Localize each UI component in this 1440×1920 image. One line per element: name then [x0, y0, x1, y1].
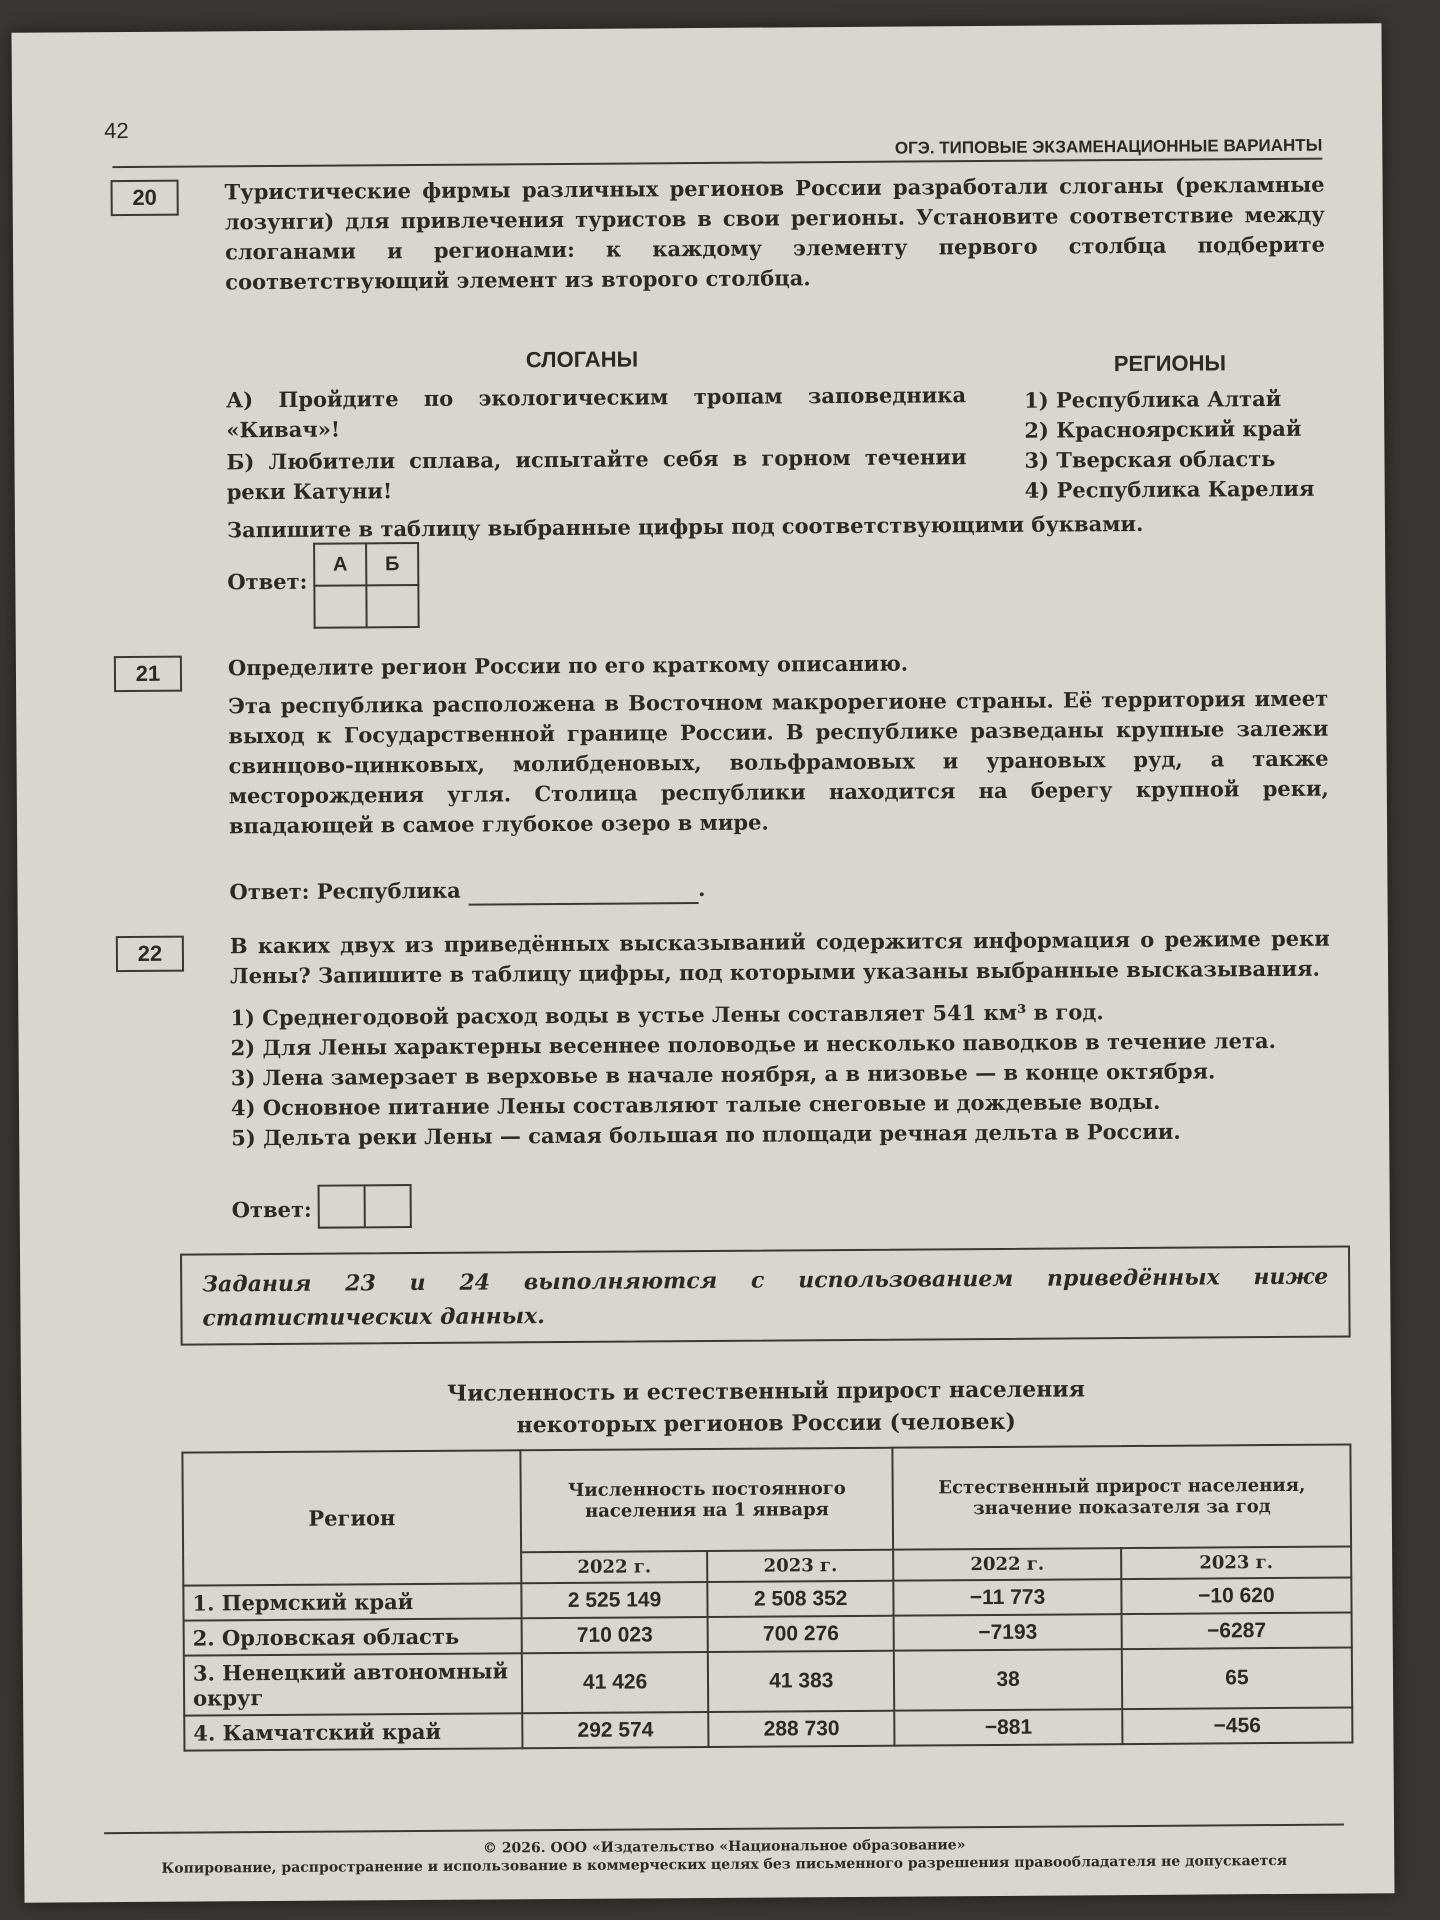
statistics-table [181, 1443, 1353, 1751]
task20-instruction: Запишите в таблицу выбранные цифры под соответствующими буквами. [226, 510, 1144, 543]
region-item: 4) Республика Карелия [1024, 475, 1315, 503]
statement-item: 3) Лена замерзает в верховье в начале ноября, а в низовье — в конце октября. [230, 1058, 1216, 1091]
table-row [184, 1707, 1352, 1750]
population-2022-cell: 2 525 149 [521, 1582, 707, 1618]
task22-answer-label: Ответ: [231, 1196, 312, 1223]
population-2023-cell: 288 730 [708, 1711, 894, 1747]
answer-col-b: Б [366, 543, 418, 585]
col-growth-header: Естественный прирост населения, значение показателя за год [893, 1444, 1351, 1549]
answer-box[interactable] [318, 1184, 366, 1228]
table-title [181, 1371, 1351, 1443]
exam-page [11, 23, 1394, 1903]
region-cell: 2. Орловская область [184, 1618, 522, 1655]
note-box: Задания 23 и 24 выполняются с использованием приведённых ниже статистических данных. [180, 1245, 1351, 1345]
task20-answer-table [313, 542, 420, 629]
task-number-20: 20 [111, 180, 179, 216]
population-2022-cell: 41 426 [522, 1652, 709, 1713]
statement-item: 2) Для Лены характерны весеннее половодье и несколько паводков в течение лета. [230, 1028, 1276, 1061]
table-title-line2: некоторых регионов России (человек) [516, 1408, 1016, 1439]
year-header: 2022 г. [893, 1548, 1121, 1581]
growth-2022-cell: 38 [894, 1649, 1122, 1711]
slogans-list [226, 380, 967, 507]
growth-2022-cell: −11 773 [894, 1579, 1122, 1616]
task21-question: Определите регион России по его краткому описанию. [227, 650, 909, 681]
region-cell: 3. Ненецкий автономный округ [184, 1653, 522, 1715]
task21-answer: Ответ: Республика . [229, 875, 706, 905]
statement-item: 5) Дельта реки Лены — самая большая по площади речная дельта в России. [231, 1118, 1181, 1151]
table-title-line1: Численность и естественный прирост населения [446, 1376, 1085, 1407]
region-item: 1) Республика Алтай [1023, 385, 1282, 413]
answer-box[interactable] [366, 1184, 412, 1228]
answer-cell-a[interactable] [314, 585, 366, 627]
region-cell: 1. Пермский край [183, 1583, 521, 1620]
task-number-21: 21 [114, 656, 182, 692]
col-region-header: Регион [182, 1450, 521, 1585]
growth-2022-cell: −881 [895, 1709, 1123, 1746]
task21-answer-blank[interactable] [468, 878, 698, 906]
region-item: 3) Тверская область [1024, 445, 1276, 473]
answer-cell-b[interactable] [366, 585, 418, 627]
task21-answer-label: Ответ: Республика [229, 877, 461, 905]
table-row [184, 1647, 1352, 1715]
copyright-line: © 2026. ООО «Издательство «Национальное образование» [482, 1837, 966, 1857]
region-cell: 4. Камчатский край [184, 1713, 522, 1750]
statement-item: 1) Среднегодовой расход воды в устье Лены составляет 541 км³ в год. [230, 999, 1104, 1031]
regions-heading: РЕГИОНЫ [1113, 350, 1227, 377]
slogan-item: А) Пройдите по экологическим тропам заповедника «Кивач»! [225, 382, 967, 443]
growth-2023-cell: 65 [1122, 1647, 1353, 1709]
statement-item: 4) Основное питание Лены составляют талые снеговые и дождевые воды. [230, 1088, 1161, 1121]
slogan-item: Б) Любители сплава, испытайте себя в горном течении реки Катуни! [226, 444, 967, 505]
page-number: 42 [104, 117, 129, 144]
col-population-header: Численность постоянного населения на 1 января [520, 1448, 893, 1553]
year-header: 2023 г. [707, 1550, 893, 1582]
task22-items [230, 996, 1331, 1154]
running-header: ОГЭ. ТИПОВЫЕ ЭКЗАМЕНАЦИОННЫЕ ВАРИАНТЫ [112, 136, 1322, 168]
task20-text: Туристические фирмы различных регионов России разработали слоганы (рекламные лозунги) для привлечения туристов в свои регионы. Установите соответствие между слоганами и регионами: к каждому элементу первого столбца подберите соответствующий элемент из второго столбца. [224, 171, 1326, 295]
task22-question: В каких двух из приведённых высказываний содержится информация о режиме реки Лены? Запишите в таблицу цифры, под которыми указаны выбранные высказывания. [229, 925, 1330, 989]
footer-divider [104, 1824, 1344, 1835]
population-2022-cell: 710 023 [522, 1617, 708, 1653]
task20-answer-label: Ответ: [227, 568, 308, 595]
slogans-heading: СЛОГАНЫ [525, 346, 639, 373]
task21-text: Эта республика расположена в Восточном макрорегионе страны. Её территория имеет выход к Государственной границе России. В республике разведаны крупные залежи свинцово-цинковых, молибденовых, вольфрамовых и урановых руд, а также месторождения угля. Столица республики находится на берегу крупной реки, впадающей в самое глубокое озеро в мире. [228, 685, 1329, 839]
population-2023-cell: 700 276 [708, 1616, 894, 1652]
growth-2023-cell: −6287 [1121, 1612, 1351, 1649]
population-2023-cell: 2 508 352 [707, 1581, 893, 1617]
copyright-notice: Копирование, распространение и использование в коммерческих целях без письменного разрешения правообладателя не допускается [161, 1852, 1288, 1877]
growth-2022-cell: −7193 [894, 1614, 1122, 1651]
growth-2023-cell: −456 [1122, 1707, 1352, 1744]
growth-2023-cell: −10 620 [1121, 1577, 1351, 1614]
year-header: 2023 г. [1121, 1546, 1351, 1579]
population-2023-cell: 41 383 [708, 1651, 895, 1712]
region-item: 2) Красноярский край [1024, 415, 1302, 443]
task-number-22: 22 [116, 936, 184, 972]
answer-col-a: А [314, 543, 366, 585]
population-2022-cell: 292 574 [522, 1712, 708, 1748]
year-header: 2022 г. [521, 1551, 707, 1583]
footer [104, 1834, 1344, 1879]
regions-list [1024, 384, 1345, 506]
task22-answer-boxes [318, 1184, 412, 1229]
